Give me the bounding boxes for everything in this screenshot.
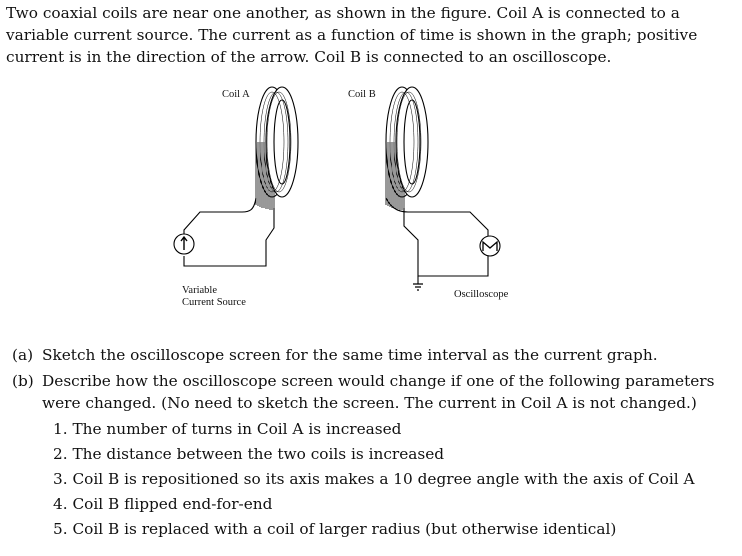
coil-a-lead-1 — [184, 198, 256, 242]
coil-b-front-loop — [396, 87, 428, 197]
part-a — [12, 344, 740, 366]
coil-b — [386, 87, 428, 210]
coil-a-label: Coil A — [222, 89, 250, 100]
part-b — [12, 370, 740, 540]
part-a-text: Sketch the oscilloscope screen for the same time interval as the current graph. — [42, 346, 658, 364]
coil-a — [256, 87, 298, 210]
coil-a-front-loop — [266, 87, 298, 197]
list-item: 5. Coil B is replaced with a coil of larger radius (but otherwise identical) — [53, 520, 617, 538]
coil-b-lead-2 — [404, 208, 488, 276]
list-item: 3. Coil B is repositioned so its axis makes a 10 degree angle with the axis of Coil A — [53, 470, 695, 488]
list-item: 1. The number of turns in Coil A is increased — [53, 420, 402, 438]
coil-a-lead-2 — [184, 208, 274, 266]
ground-icon — [413, 284, 423, 290]
source-label-line1: Variable — [182, 285, 217, 296]
coils-figure — [170, 80, 540, 320]
coil-b-label: Coil B — [348, 89, 376, 100]
source-label-line2: Current Source — [182, 297, 246, 308]
part-b-tag: (b) — [12, 372, 34, 390]
problem-intro: Two coaxial coils are near one another, as shown in the figure. Coil A is connected to a variable current source. The current as a function of time is shown in the graph; positive current is in the direction of the arrow. Coil B is connected to an oscilloscope. — [6, 4, 698, 66]
coils-diagram — [170, 80, 540, 320]
question-parts — [12, 344, 740, 544]
list-item: 2. The distance between the two coils is increased — [53, 445, 445, 463]
coil-a-circuit — [174, 198, 274, 266]
part-a-tag: (a) — [12, 346, 34, 364]
part-b-list — [53, 418, 740, 540]
list-item: 4. Coil B flipped end-for-end — [53, 495, 273, 513]
coil-b-circuit — [386, 198, 500, 290]
oscilloscope-label: Oscilloscope — [454, 289, 509, 300]
coil-b-lead-1 — [386, 198, 488, 238]
part-b-text: Describe how the oscilloscope screen would change if one of the following parameters were changed. (No need to sketch the screen. The current in Coil A is not changed.) — [42, 372, 715, 412]
